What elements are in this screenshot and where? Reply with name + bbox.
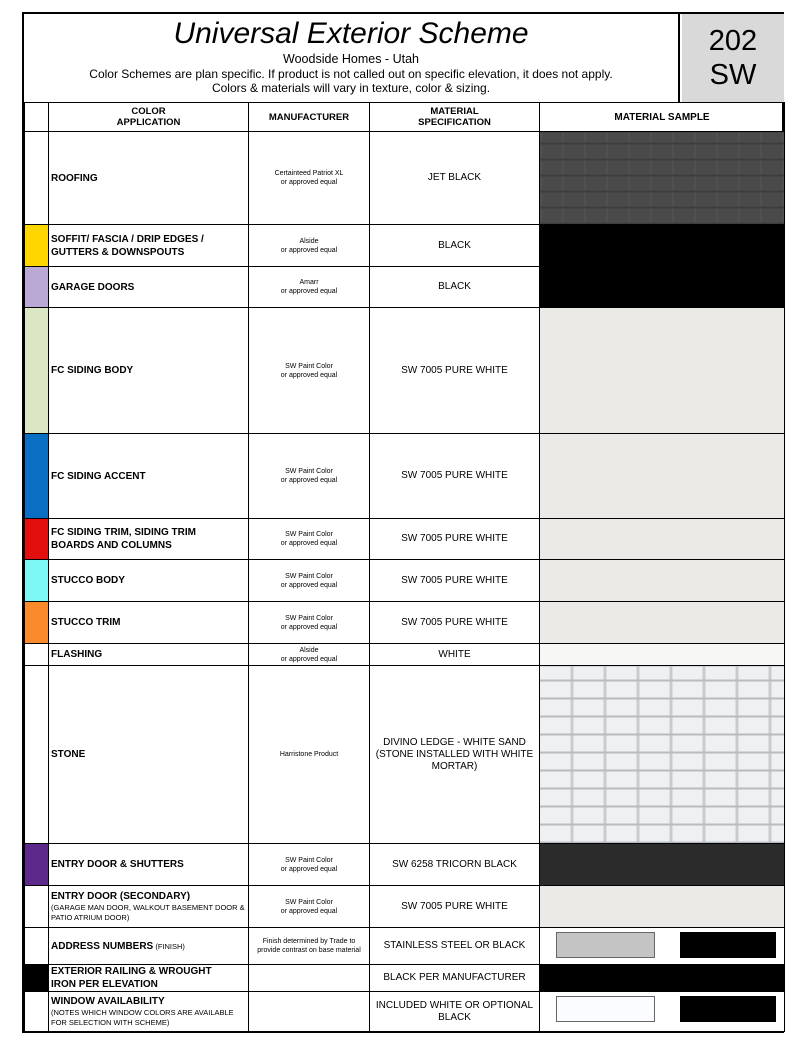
- application-label: FC SIDING TRIM, SIDING TRIM: [51, 527, 196, 538]
- manufacturer-note: or approved equal: [280, 865, 338, 873]
- application-label: ENTRY DOOR & SHUTTERS: [51, 859, 184, 870]
- header-note-1: Color Schemes are plan specific. If product is not called out on specific elevation, it does not apply.: [89, 67, 613, 81]
- table-row: [25, 560, 785, 602]
- manufacturer-cell: [249, 965, 370, 992]
- table-row: [25, 844, 785, 886]
- header-note-2: Colors & materials will vary in texture, color & sizing.: [211, 81, 491, 95]
- manufacturer-note: or approved equal: [280, 371, 338, 379]
- color-swatch: [25, 965, 49, 992]
- specification-header: MATERIAL SPECIFICATION: [370, 103, 540, 132]
- application-label: FC SIDING BODY: [51, 365, 134, 376]
- application-subnote: (GARAGE MAN DOOR, WALKOUT BASEMENT DOOR & PATIO ATRIUM DOOR): [51, 903, 245, 922]
- manufacturer-note: or approved equal: [280, 179, 338, 186]
- sample-chip-1: [556, 932, 655, 958]
- manufacturer-cell: [249, 225, 370, 267]
- color-application: [49, 992, 249, 1032]
- manufacturer-name: SW Paint Color: [285, 614, 333, 622]
- manufacturer-note: or approved equal: [280, 581, 338, 589]
- table-row: [25, 308, 785, 434]
- manufacturer-cell: [249, 308, 370, 434]
- specification-cell: WHITE: [370, 644, 540, 666]
- table-row: [25, 434, 785, 519]
- manufacturer-cell: [249, 992, 370, 1032]
- color-application: [49, 132, 249, 225]
- material-sample: [540, 602, 785, 644]
- scheme-sheet: [22, 12, 784, 1033]
- application-header: COLOR APPLICATION: [49, 103, 249, 132]
- application-label: FLASHING: [51, 649, 103, 660]
- color-application: [49, 886, 249, 928]
- color-application: [49, 644, 249, 666]
- color-application: [49, 844, 249, 886]
- application-subnote: (NOTES WHICH WINDOW COLORS ARE AVAILABLE FOR SELECTION WITH SCHEME): [51, 1008, 234, 1027]
- header: [24, 14, 680, 102]
- application-label-line2: BOARDS AND COLUMNS: [51, 540, 172, 551]
- table-row: [25, 644, 785, 666]
- color-swatch: [25, 434, 49, 519]
- material-sample: [540, 844, 785, 886]
- manufacturer-name: Alside: [299, 237, 319, 245]
- table-row: [25, 992, 785, 1032]
- specification-cell: SW 7005 PURE WHITE: [370, 602, 540, 644]
- color-application: [49, 434, 249, 519]
- specification-cell: SW 7005 PURE WHITE: [370, 560, 540, 602]
- table-row: [25, 666, 785, 844]
- manufacturer-name: Alside: [299, 646, 319, 654]
- material-sample: [540, 992, 785, 1032]
- specification-cell: STAINLESS STEEL OR BLACK: [370, 928, 540, 965]
- manufacturer-cell: [249, 267, 370, 308]
- specification-cell: BLACK PER MANUFACTURER: [370, 965, 540, 992]
- color-application: [49, 666, 249, 844]
- manufacturer-note: or approved equal: [280, 655, 338, 663]
- color-swatch: [25, 267, 49, 308]
- manufacturer-name: SW Paint Color: [285, 572, 333, 580]
- manufacturer-cell: [249, 560, 370, 602]
- manufacturer-name: SW Paint Color: [285, 531, 333, 538]
- color-application: [49, 519, 249, 560]
- color-swatch: [25, 132, 49, 225]
- manufacturer-cell: [249, 844, 370, 886]
- table-row: [25, 267, 785, 308]
- color-swatch: [25, 560, 49, 602]
- application-label-line2: IRON PER ELEVATION: [51, 979, 158, 990]
- color-swatch: [25, 844, 49, 886]
- color-application: [49, 602, 249, 644]
- swatch-header: [25, 103, 49, 132]
- application-label: ENTRY DOOR (SECONDARY): [51, 891, 191, 902]
- manufacturer-note: or approved equal: [280, 288, 338, 295]
- color-swatch: [25, 308, 49, 434]
- application-label: ROOFING: [51, 172, 98, 184]
- manufacturer-note: or approved equal: [280, 246, 338, 254]
- application-label: GARAGE DOORS: [51, 281, 135, 293]
- application-label: SOFFIT/ FASCIA / DRIP EDGES /: [51, 233, 204, 245]
- color-swatch: [25, 886, 49, 928]
- manufacturer-cell: [249, 602, 370, 644]
- manufacturer-cell: [249, 928, 370, 965]
- material-sample: [540, 928, 785, 965]
- specification-cell: SW 7005 PURE WHITE: [370, 308, 540, 434]
- manufacturer-note: or approved equal: [280, 623, 338, 631]
- color-swatch: [25, 644, 49, 666]
- color-application: [49, 308, 249, 434]
- page-title: Universal Exterior Scheme: [173, 17, 529, 50]
- material-sample: [540, 225, 785, 267]
- manufacturer-note: or approved equal: [280, 477, 338, 484]
- color-application: [49, 267, 249, 308]
- application-label: STONE: [51, 749, 86, 760]
- manufacturer-note: or approved equal: [280, 907, 338, 915]
- application-label: STUCCO BODY: [51, 575, 125, 586]
- color-application: [49, 965, 249, 992]
- color-application: [49, 225, 249, 267]
- table-row: [25, 965, 785, 992]
- manufacturer-header: MANUFACTURER: [249, 103, 370, 132]
- table-row: [25, 886, 785, 928]
- manufacturer-name: Amarr: [299, 279, 319, 286]
- manufacturer-name: Finish determined by Trade to: [262, 938, 356, 945]
- color-swatch: [25, 992, 49, 1032]
- material-sample: [540, 886, 785, 928]
- manufacturer-cell: [249, 434, 370, 519]
- scheme-suffix: SW: [709, 59, 757, 91]
- manufacturer-name: Certainteed Patriot XL: [274, 170, 344, 177]
- specification-cell: SW 6258 TRICORN BLACK: [370, 844, 540, 886]
- specification-cell: SW 7005 PURE WHITE: [370, 434, 540, 519]
- material-sample: [540, 560, 785, 602]
- manufacturer-cell: [249, 886, 370, 928]
- manufacturer-name: Harristone Product: [279, 751, 339, 758]
- application-note: (FINISH): [153, 941, 185, 951]
- specification-cell: INCLUDED WHITE OR OPTIONAL BLACK: [370, 992, 540, 1032]
- color-swatch: [25, 666, 49, 844]
- sample-chip-2: [680, 932, 776, 958]
- color-application: [49, 928, 249, 965]
- scheme-code: [682, 14, 784, 102]
- manufacturer-cell: [249, 132, 370, 225]
- color-swatch: [25, 225, 49, 267]
- specification-cell: SW 7005 PURE WHITE: [370, 519, 540, 560]
- specification-cell: SW 7005 PURE WHITE: [370, 886, 540, 928]
- scheme-table: [24, 102, 785, 1032]
- specification-cell: DIVINO LEDGE - WHITE SAND (STONE INSTALLED WITH WHITE MORTAR): [370, 666, 540, 844]
- material-sample: [540, 267, 785, 308]
- table-row: [25, 132, 785, 225]
- table-row: [25, 225, 785, 267]
- specification-cell: BLACK: [370, 225, 540, 267]
- manufacturer-note: or approved equal: [280, 540, 338, 547]
- material-sample: [540, 308, 785, 434]
- specification-cell: BLACK: [370, 267, 540, 308]
- manufacturer-note: provide contrast on base material: [257, 947, 361, 954]
- table-row: [25, 928, 785, 965]
- specification-cell: JET BLACK: [370, 132, 540, 225]
- material-sample: [540, 666, 785, 844]
- material-sample: [540, 519, 785, 560]
- builder-name: Woodside Homes - Utah: [283, 52, 419, 66]
- color-swatch: [25, 602, 49, 644]
- table-row: [25, 602, 785, 644]
- material-sample: [540, 965, 785, 992]
- material-sample-header: MATERIAL SAMPLE: [540, 103, 785, 132]
- manufacturer-name: SW Paint Color: [285, 856, 333, 864]
- material-sample: [540, 644, 785, 666]
- application-label: EXTERIOR RAILING & WROUGHT: [51, 966, 212, 977]
- sample-chip-1: [556, 996, 655, 1022]
- material-sample: [540, 434, 785, 519]
- color-swatch: [25, 928, 49, 965]
- color-application: [49, 560, 249, 602]
- manufacturer-name: SW Paint Color: [285, 468, 333, 475]
- manufacturer-cell: [249, 666, 370, 844]
- table-row: [25, 519, 785, 560]
- application-label: STUCCO TRIM: [51, 617, 121, 628]
- application-label-line2: GUTTERS & DOWNSPOUTS: [51, 246, 185, 258]
- color-swatch: [25, 519, 49, 560]
- sample-chip-2: [680, 996, 776, 1022]
- material-sample: [540, 132, 785, 225]
- manufacturer-cell: [249, 519, 370, 560]
- application-label: ADDRESS NUMBERS: [51, 940, 154, 952]
- scheme-number: 202: [708, 25, 758, 57]
- application-label: FC SIDING ACCENT: [51, 470, 146, 482]
- manufacturer-name: SW Paint Color: [285, 898, 333, 906]
- application-label: WINDOW AVAILABILITY: [51, 996, 165, 1007]
- manufacturer-cell: [249, 644, 370, 666]
- manufacturer-name: SW Paint Color: [285, 362, 333, 370]
